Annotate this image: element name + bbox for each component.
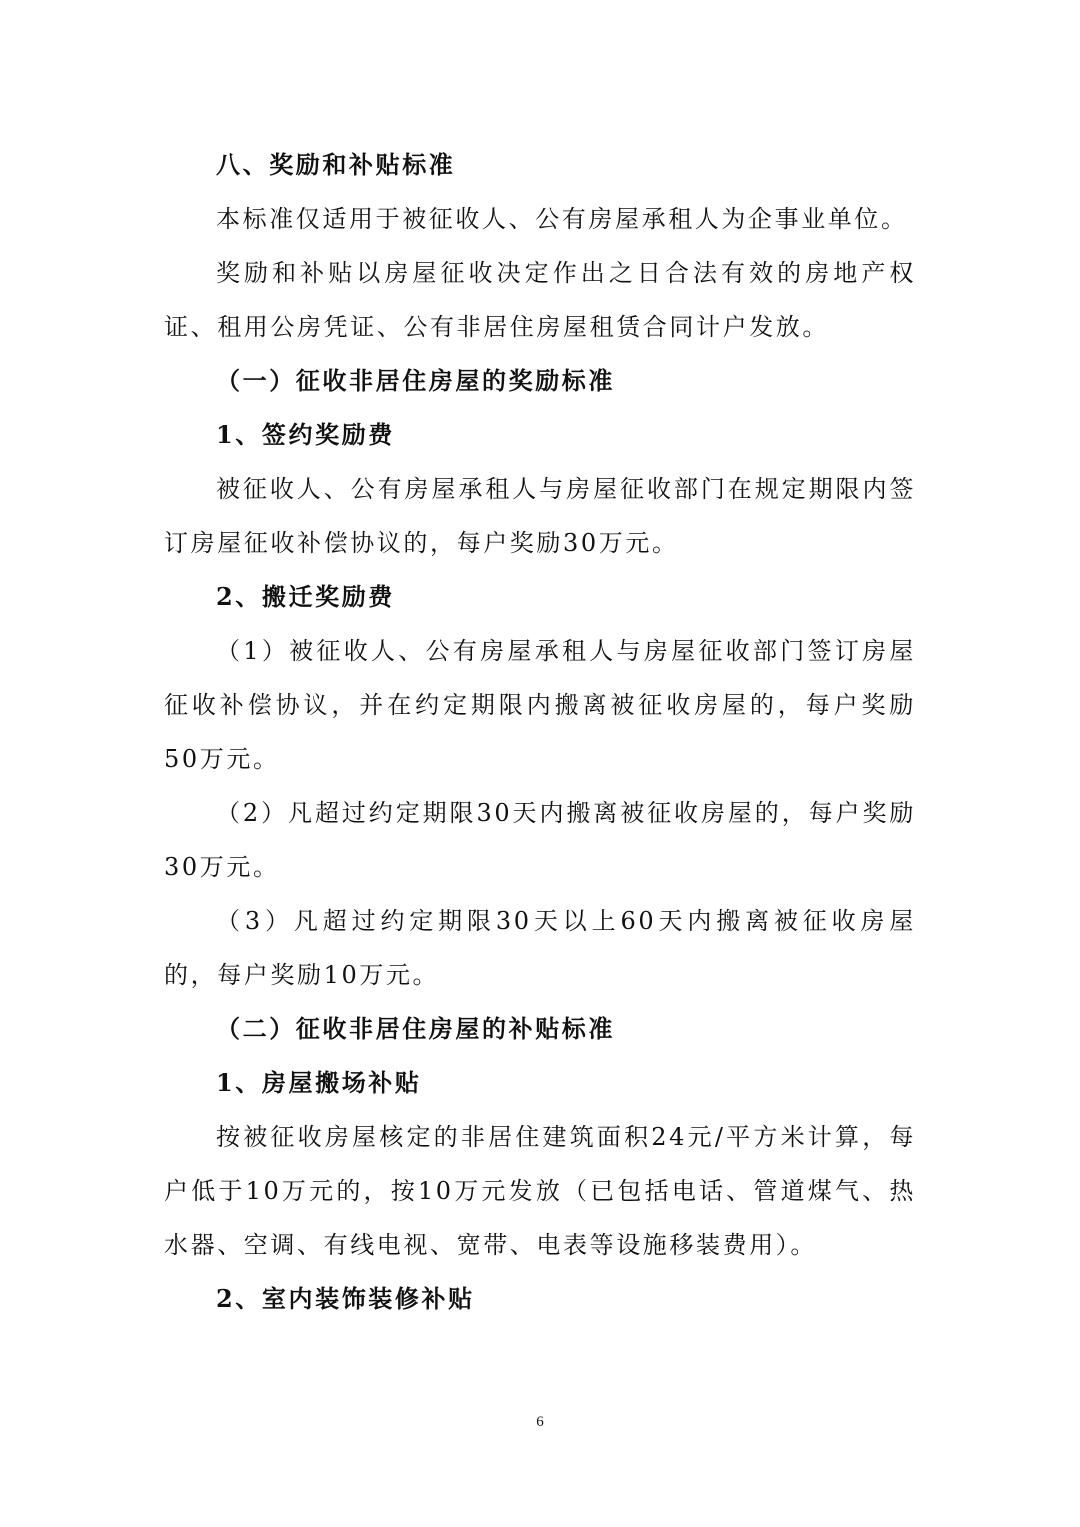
- item-decoration-subsidy: 2、室内装饰装修补贴: [216, 1284, 475, 1313]
- page-number: 6: [536, 1414, 544, 1430]
- item-signing-reward: 1、签约奖励费: [216, 420, 395, 449]
- paragraph-relocation-3: （3）凡超过约定期限30天以上60天内搬离被征收房屋的，每户奖励10万元。: [164, 907, 916, 989]
- paragraph-moving-subsidy: 按被征收房屋核定的非居住建筑面积24元/平方米计算，每户低于10万元的，按10万元发放（已包括电话、管道煤气、热水器、空调、有线电视、宽带、电表等设施移装费用）。: [164, 1123, 916, 1259]
- document-body: [164, 138, 916, 1326]
- paragraph-scope: 本标准仅适用于被征收人、公有房屋承租人为企事业单位。: [216, 205, 908, 233]
- paragraph-relocation-2: （2）凡超过约定期限30天内搬离被征收房屋的，每户奖励30万元。: [164, 799, 916, 881]
- item-relocation-reward: 2、搬迁奖励费: [216, 582, 395, 611]
- paragraph-basis: 奖励和补贴以房屋征收决定作出之日合法有效的房地产权证、租用公房凭证、公有非居住房屋租赁合同计户发放。: [164, 259, 916, 341]
- item-moving-subsidy: 1、房屋搬场补贴: [216, 1068, 422, 1097]
- subsection-reward-standard: （一）征收非居住房屋的奖励标准: [216, 366, 615, 395]
- paragraph-relocation-1: （1）被征收人、公有房屋承租人与房屋征收部门签订房屋征收补偿协议，并在约定期限内搬离被征收房屋的，每户奖励50万元。: [164, 637, 916, 773]
- paragraph-signing-reward: 被征收人、公有房屋承租人与房屋征收部门在规定期限内签订房屋征收补偿协议的，每户奖励30万元。: [164, 475, 916, 557]
- subsection-subsidy-standard: （二）征收非居住房屋的补贴标准: [216, 1014, 615, 1043]
- section-title: 八、奖励和补贴标准: [216, 150, 456, 179]
